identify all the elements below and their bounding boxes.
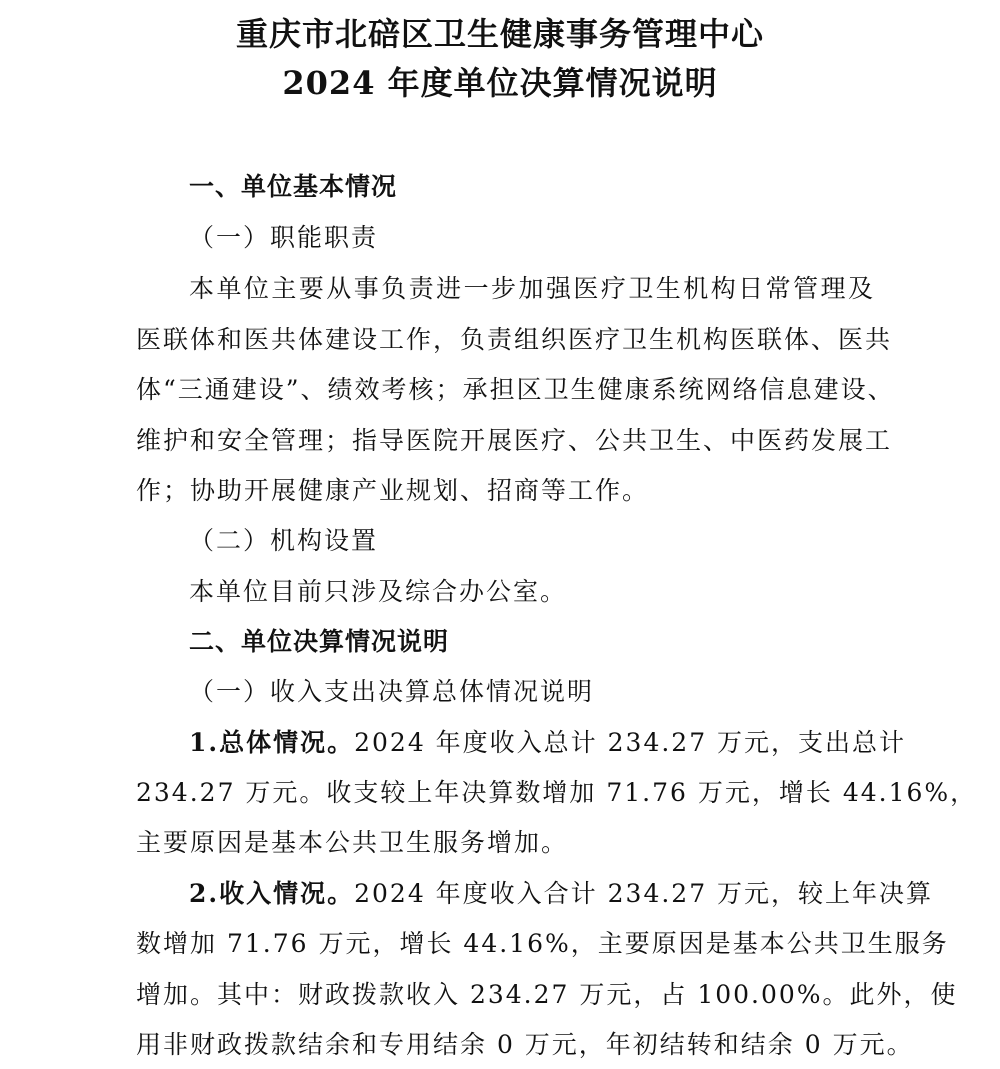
paragraph-line: 234.27 万元。收支较上年决算数增加 71.76 万元，增长 44.16%，	[136, 778, 978, 807]
paragraph-line	[189, 726, 907, 760]
paragraph-lead: 2.收入情况。	[189, 879, 355, 908]
paragraph-line: 体“三通建设”、绩效考核；承担区卫生健康系统网络信息建设、	[136, 375, 895, 404]
paragraph-line: 数增加 71.76 万元，增长 44.16%，主要原因是基本公共卫生服务	[136, 929, 949, 958]
paragraph-lead: 1.总体情况。	[189, 728, 355, 757]
section1-sub2-heading: （二）机构设置	[189, 526, 379, 555]
document-title-line1: 重庆市北碚区卫生健康事务管理中心	[235, 15, 764, 53]
paragraph-line: 医联体和医共体建设工作，负责组织医疗卫生机构医联体、医共	[136, 325, 893, 354]
paragraph-line: 本单位目前只涉及综合办公室。	[189, 577, 568, 606]
paragraph-text: 2024 年度收入合计 234.27 万元，较上年决算	[354, 879, 934, 908]
paragraph-text: 2024 年度收入总计 234.27 万元，支出总计	[354, 728, 907, 757]
paragraph-line: 作；协助开展健康产业规划、招商等工作。	[136, 476, 650, 505]
paragraph-line: 增加。其中：财政拨款收入 234.27 万元，占 100.00%。此外，使	[136, 980, 958, 1009]
section2-heading: 二、单位决算情况说明	[189, 627, 450, 656]
paragraph-line: 主要原因是基本公共卫生服务增加。	[136, 828, 569, 857]
paragraph-line: 维护和安全管理；指导医院开展医疗、公共卫生、中医药发展工	[136, 426, 893, 455]
section1-sub1-heading: （一）职能职责	[189, 223, 379, 252]
paragraph-line	[189, 877, 934, 911]
section2-sub1-heading: （一）收入支出决算总体情况说明	[189, 677, 595, 706]
paragraph-line: 用非财政拨款结余和专用结余 0 万元，年初结转和结余 0 万元。	[136, 1030, 914, 1059]
document-title-line2: 2024 年度单位决算情况说明	[282, 64, 718, 102]
section1-heading: 一、单位基本情况	[189, 172, 398, 201]
paragraph-line: 本单位主要从事负责进一步加强医疗卫生机构日常管理及	[189, 274, 875, 303]
